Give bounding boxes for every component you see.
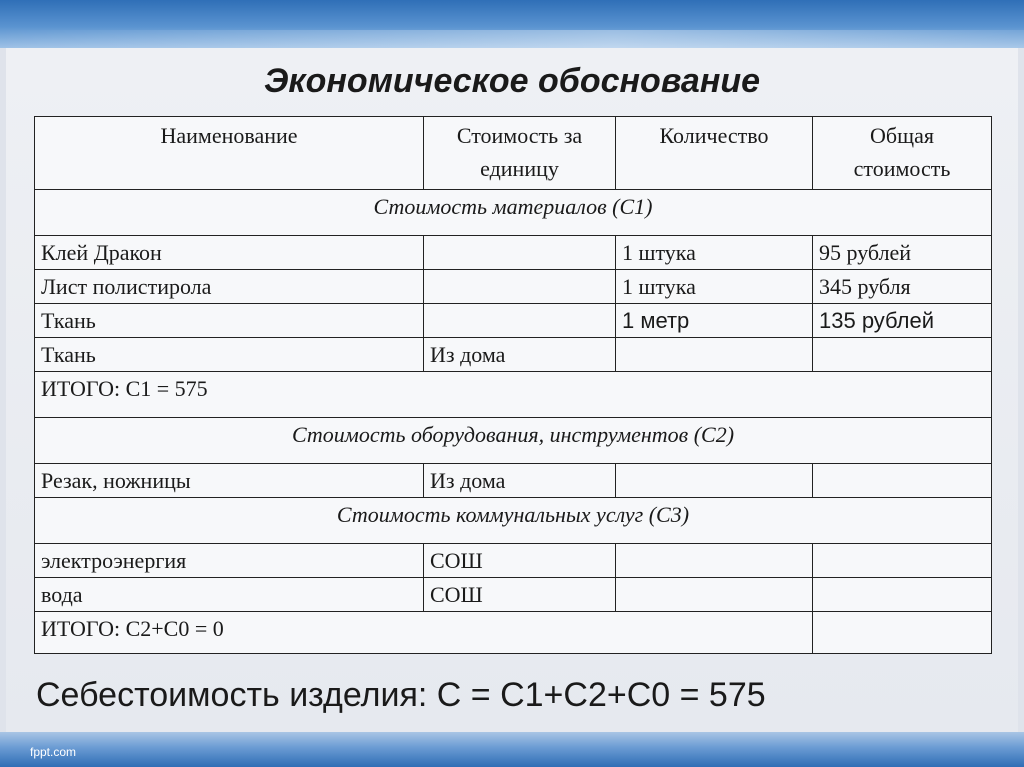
cell-total: 95 рублей: [813, 236, 992, 270]
cell-name: электроэнергия: [35, 544, 424, 578]
total-c2c0: ИТОГО: С2+С0 = 0: [35, 612, 813, 654]
section-row-materials: [35, 190, 992, 236]
total-row-c2c0: [35, 612, 992, 654]
total-c1: ИТОГО: С1 = 575: [35, 372, 992, 418]
header-total-cost: Общая стоимость: [813, 117, 992, 190]
cell-name: Резак, ножницы: [35, 464, 424, 498]
table-row: [35, 270, 992, 304]
section-materials: Стоимость материалов (С1): [35, 190, 992, 236]
cell-unit-cost: [424, 304, 616, 338]
cell-total: 345 рубля: [813, 270, 992, 304]
cell-unit-cost: СОШ: [424, 544, 616, 578]
table-row: [35, 304, 992, 338]
cell-total-empty: [813, 612, 992, 654]
cell-name: Ткань: [35, 338, 424, 372]
cell-total: [813, 464, 992, 498]
table-row: [35, 578, 992, 612]
top-decor-band: [0, 0, 1024, 48]
section-equipment: Стоимость оборудования, инструментов (С2): [35, 418, 992, 464]
cell-quantity: [616, 338, 813, 372]
cell-unit-cost: [424, 270, 616, 304]
cell-total: [813, 578, 992, 612]
header-name: Наименование: [35, 117, 424, 190]
section-row-utilities: [35, 498, 992, 544]
header-row: [35, 117, 992, 190]
cell-name: вода: [35, 578, 424, 612]
cell-unit-cost: [424, 236, 616, 270]
table-row: [35, 464, 992, 498]
slide-title: Экономическое обоснование: [263, 62, 761, 100]
header-quantity: Количество: [616, 117, 813, 190]
cell-quantity: [616, 464, 813, 498]
cost-table: [34, 116, 992, 654]
cell-total: 135 рублей: [813, 304, 992, 338]
cell-quantity: 1 штука: [616, 270, 813, 304]
cell-unit-cost: Из дома: [424, 464, 616, 498]
cell-quantity: 1 метр: [616, 304, 813, 338]
footer-brand: fppt.com: [30, 745, 77, 759]
cell-name: Клей Дракон: [35, 236, 424, 270]
cost-summary: Себестоимость изделия: С = С1+С2+С0 = 575: [36, 676, 766, 714]
cell-quantity: [616, 578, 813, 612]
cell-name: Ткань: [35, 304, 424, 338]
cell-quantity: 1 штука: [616, 236, 813, 270]
header-unit-cost: Стоимость за единицу: [424, 117, 616, 190]
section-utilities: Стоимость коммунальных услуг (С3): [35, 498, 992, 544]
cell-quantity: [616, 544, 813, 578]
table-row: [35, 338, 992, 372]
cell-total: [813, 544, 992, 578]
total-row-c1: [35, 372, 992, 418]
cell-name: Лист полистирола: [35, 270, 424, 304]
cell-total: [813, 338, 992, 372]
bottom-decor-band: [0, 732, 1024, 767]
cell-unit-cost: СОШ: [424, 578, 616, 612]
table-row: [35, 544, 992, 578]
table-row: [35, 236, 992, 270]
cell-unit-cost: Из дома: [424, 338, 616, 372]
section-row-equipment: [35, 418, 992, 464]
